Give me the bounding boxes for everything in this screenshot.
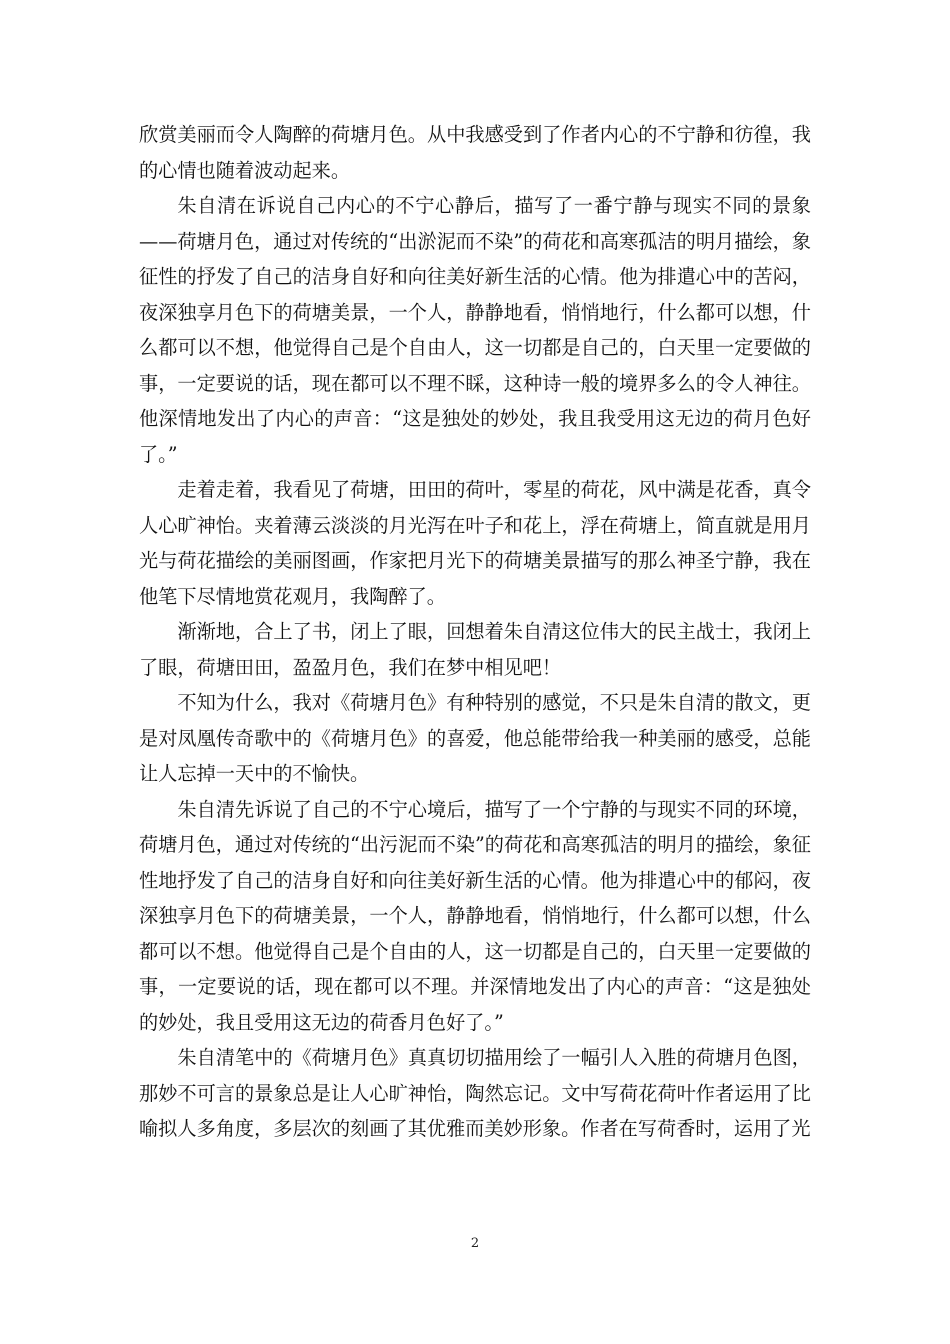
paragraph: 朱自清在诉说自己内心的不宁心静后，描写了一番宁静与现实不同的景象——荷塘月色，通过对传统的“出淤泥而不染”的荷花和高寒孤洁的明月描绘，象征性的抒发了自己的洁身自好和向往美好新生活的心情。他为排遣心中的苦闷，夜深独享月色下的荷塘美景，一个人，静静地看，悄悄地行，什么都可以想，什么都可以不想，他觉得自己是个自由人，这一切都是自己的，白天里一定要做的事，一定要说的话，现在都可以不理不睬，这种诗一般的境界多么的令人神往。他深情地发出了内心的声音：“这是独处的妙处，我且我受用这无边的荷月色好了。” <box>139 194 811 466</box>
paragraph: 朱自清先诉说了自己的不宁心境后，描写了一个宁静的与现实不同的环境，荷塘月色，通过对传统的“出污泥而不染”的荷花和高寒孤洁的明月的描绘，象征性地抒发了自己的洁身自好和向往美好新生活的心情。他为排遣心中的郁闷，夜深独享月色下的荷塘美景，一个人，静静地看，悄悄地行，什么都可以想，什么都可以不想。他觉得自己是个自由的人，这一切都是自己的，白天里一定要做的事，一定要说的话，现在都可以不理。并深情地发出了内心的声音：“这是独处的妙处，我且受用这无边的荷香月色好了。” <box>139 797 811 1034</box>
paragraph-continuation: 欣赏美丽而令人陶醉的荷塘月色。从中我感受到了作者内心的不宁静和彷徨，我的心情也随着波动起来。 <box>139 123 811 182</box>
page-number: 2 <box>470 1236 480 1251</box>
paragraph: 走着走着，我看见了荷塘，田田的荷叶，零星的荷花，风中满是花香，真令人心旷神怡。夹着薄云淡淡的月光泻在叶子和花上，浮在荷塘上，简直就是用月光与荷花描绘的美丽图画，作家把月光下的荷塘美景描写的那么神圣宁静，我在他笔下尽情地赏花观月，我陶醉了。 <box>139 478 811 608</box>
paragraph: 不知为什么，我对《荷塘月色》有种特别的感觉，不只是朱自清的散文，更是对凤凰传奇歌中的《荷塘月色》的喜爱，他总能带给我一种美丽的感受，总能让人忘掉一天中的不愉快。 <box>139 691 811 785</box>
paragraph: 朱自清笔中的《荷塘月色》真真切切描用绘了一幅引人入胜的荷塘月色图，那妙不可言的景象总是让人心旷神怡，陶然忘记。文中写荷花荷叶作者运用了比喻拟人多角度，多层次的刻画了其优雅而美妙形象。作者在写荷香时，运用了光 <box>139 1046 811 1140</box>
body-text <box>139 117 811 1147</box>
paragraph: 渐渐地，合上了书，闭上了眼，回想着朱自清这位伟大的民主战士，我闭上了眼，荷塘田田，盈盈月色，我们在梦中相见吧！ <box>139 620 811 679</box>
